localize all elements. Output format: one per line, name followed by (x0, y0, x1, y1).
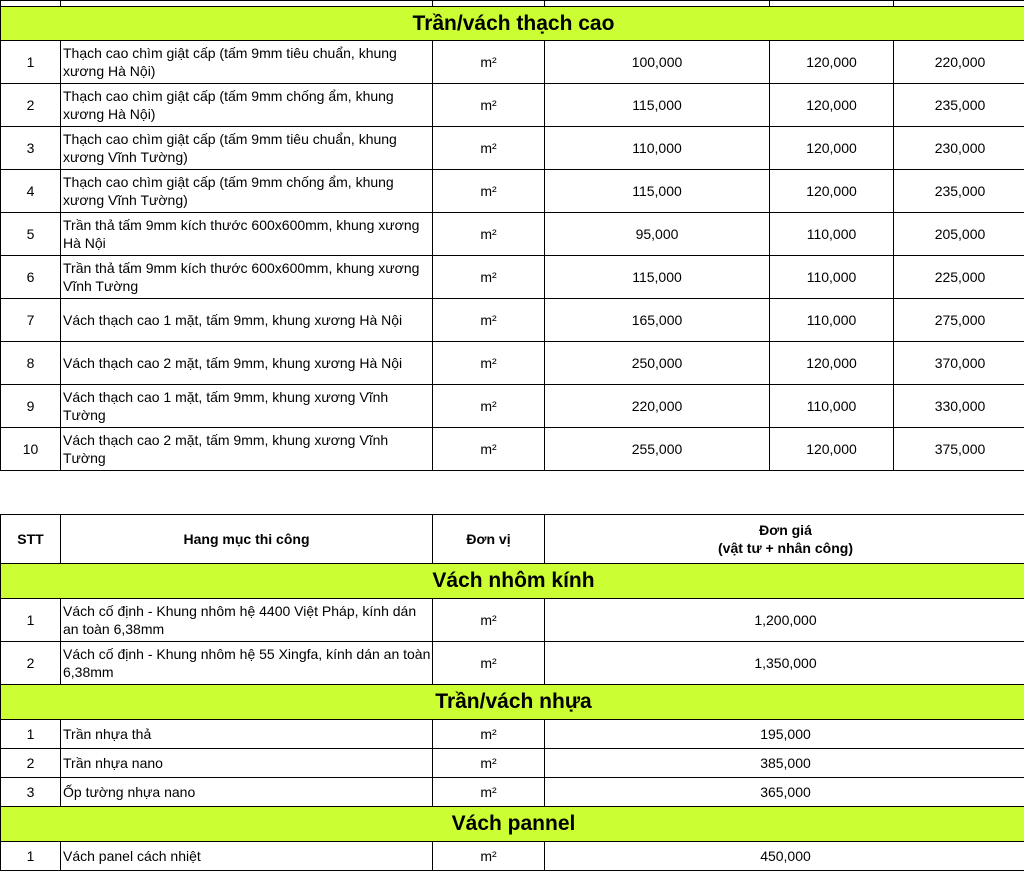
row-price: 1,350,000 (545, 642, 1024, 685)
section-title: Vách pannel (1, 807, 1024, 842)
section-header-gypsum (1, 7, 1024, 41)
header-price (545, 515, 1024, 564)
table-row (1, 385, 1024, 428)
section-title: Trần/vách thạch cao (1, 7, 1024, 41)
table-row (1, 41, 1024, 84)
header-stt: STT (1, 515, 61, 564)
section-header (1, 564, 1024, 599)
row-total-price: 370,000 (894, 342, 1024, 385)
row-stt: 6 (1, 256, 61, 299)
row-total-price: 235,000 (894, 84, 1024, 127)
row-material-price: 100,000 (545, 41, 770, 84)
row-total-price: 235,000 (894, 170, 1024, 213)
row-total-price: 230,000 (894, 127, 1024, 170)
row-price: 365,000 (545, 778, 1024, 807)
row-item: Vách cố định - Khung nhôm hệ 55 Xingfa, kính dán an toàn 6,38mm (61, 642, 433, 685)
row-unit: m² (433, 749, 545, 778)
row-labor-price: 120,000 (770, 41, 894, 84)
table-row (1, 720, 1024, 749)
row-stt: 7 (1, 299, 61, 342)
row-item: Vách thạch cao 1 mặt, tấm 9mm, khung xương Hà Nội (61, 299, 433, 342)
row-material-price: 95,000 (545, 213, 770, 256)
table-row (1, 84, 1024, 127)
row-material-price: 255,000 (545, 428, 770, 471)
row-item: Trần thả tấm 9mm kích thước 600x600mm, khung xương Vĩnh Tường (61, 256, 433, 299)
row-unit: m² (433, 256, 545, 299)
header-unit: Đơn vị (433, 515, 545, 564)
table-header-row (1, 515, 1024, 564)
row-stt: 2 (1, 749, 61, 778)
row-stt: 2 (1, 84, 61, 127)
row-total-price: 330,000 (894, 385, 1024, 428)
row-price: 1,200,000 (545, 599, 1024, 642)
row-stt: 5 (1, 213, 61, 256)
row-unit: m² (433, 299, 545, 342)
row-unit: m² (433, 385, 545, 428)
row-stt: 1 (1, 599, 61, 642)
header-price-line2: (vật tư + nhân công) (718, 540, 853, 556)
row-material-price: 250,000 (545, 342, 770, 385)
row-material-price: 115,000 (545, 256, 770, 299)
row-item: Vách cố định - Khung nhôm hệ 4400 Việt Pháp, kính dán an toàn 6,38mm (61, 599, 433, 642)
section-header (1, 685, 1024, 720)
header-item: Hang mục thi công (61, 515, 433, 564)
row-unit: m² (433, 342, 545, 385)
row-unit: m² (433, 842, 545, 871)
row-labor-price: 110,000 (770, 256, 894, 299)
row-total-price: 375,000 (894, 428, 1024, 471)
table-row (1, 778, 1024, 807)
other-price-table (0, 514, 1024, 871)
row-unit: m² (433, 127, 545, 170)
row-material-price: 110,000 (545, 127, 770, 170)
row-unit: m² (433, 720, 545, 749)
row-total-price: 275,000 (894, 299, 1024, 342)
row-item: Vách panel cách nhiệt (61, 842, 433, 871)
row-price: 385,000 (545, 749, 1024, 778)
section-header (1, 807, 1024, 842)
table-row (1, 256, 1024, 299)
row-labor-price: 120,000 (770, 170, 894, 213)
table-row (1, 749, 1024, 778)
row-stt: 10 (1, 428, 61, 471)
row-material-price: 115,000 (545, 84, 770, 127)
table-row (1, 599, 1024, 642)
row-total-price: 220,000 (894, 41, 1024, 84)
row-item: Vách thạch cao 2 mặt, tấm 9mm, khung xương Vĩnh Tường (61, 428, 433, 471)
row-unit: m² (433, 642, 545, 685)
row-item: Trần nhựa nano (61, 749, 433, 778)
row-price: 450,000 (545, 842, 1024, 871)
row-labor-price: 110,000 (770, 299, 894, 342)
row-total-price: 205,000 (894, 213, 1024, 256)
table-row (1, 428, 1024, 471)
row-item: Thạch cao chìm giật cấp (tấm 9mm tiêu chuẩn, khung xương Vĩnh Tường) (61, 127, 433, 170)
table-row (1, 842, 1024, 871)
row-item: Vách thạch cao 1 mặt, tấm 9mm, khung xương Vĩnh Tường (61, 385, 433, 428)
row-labor-price: 120,000 (770, 428, 894, 471)
row-stt: 9 (1, 385, 61, 428)
row-stt: 1 (1, 41, 61, 84)
row-item: Ốp tường nhựa nano (61, 778, 433, 807)
row-stt: 8 (1, 342, 61, 385)
table-row (1, 299, 1024, 342)
row-total-price: 225,000 (894, 256, 1024, 299)
table-row (1, 342, 1024, 385)
section-title: Trần/vách nhựa (1, 685, 1024, 720)
section-title: Vách nhôm kính (1, 564, 1024, 599)
row-unit: m² (433, 213, 545, 256)
row-labor-price: 110,000 (770, 213, 894, 256)
row-unit: m² (433, 599, 545, 642)
row-item: Vách thạch cao 2 mặt, tấm 9mm, khung xương Hà Nội (61, 342, 433, 385)
row-price: 195,000 (545, 720, 1024, 749)
row-labor-price: 120,000 (770, 342, 894, 385)
row-material-price: 220,000 (545, 385, 770, 428)
table-row (1, 170, 1024, 213)
row-item: Thạch cao chìm giật cấp (tấm 9mm chống ẩm, khung xương Vĩnh Tường) (61, 170, 433, 213)
row-stt: 3 (1, 778, 61, 807)
row-stt: 2 (1, 642, 61, 685)
row-unit: m² (433, 778, 545, 807)
row-material-price: 165,000 (545, 299, 770, 342)
row-item: Thạch cao chìm giật cấp (tấm 9mm tiêu chuẩn, khung xương Hà Nội) (61, 41, 433, 84)
row-unit: m² (433, 428, 545, 471)
row-item: Trần nhựa thả (61, 720, 433, 749)
header-price-line1: Đơn giá (759, 522, 812, 538)
row-unit: m² (433, 41, 545, 84)
row-labor-price: 110,000 (770, 385, 894, 428)
row-unit: m² (433, 170, 545, 213)
row-stt: 4 (1, 170, 61, 213)
row-stt: 3 (1, 127, 61, 170)
table-row (1, 213, 1024, 256)
row-labor-price: 120,000 (770, 84, 894, 127)
row-stt: 1 (1, 720, 61, 749)
row-unit: m² (433, 84, 545, 127)
row-item: Thạch cao chìm giật cấp (tấm 9mm chống ẩm, khung xương Hà Nội) (61, 84, 433, 127)
row-stt: 1 (1, 842, 61, 871)
row-item: Trần thả tấm 9mm kích thước 600x600mm, khung xương Hà Nội (61, 213, 433, 256)
row-labor-price: 120,000 (770, 127, 894, 170)
row-material-price: 115,000 (545, 170, 770, 213)
table-row (1, 127, 1024, 170)
table-row (1, 642, 1024, 685)
